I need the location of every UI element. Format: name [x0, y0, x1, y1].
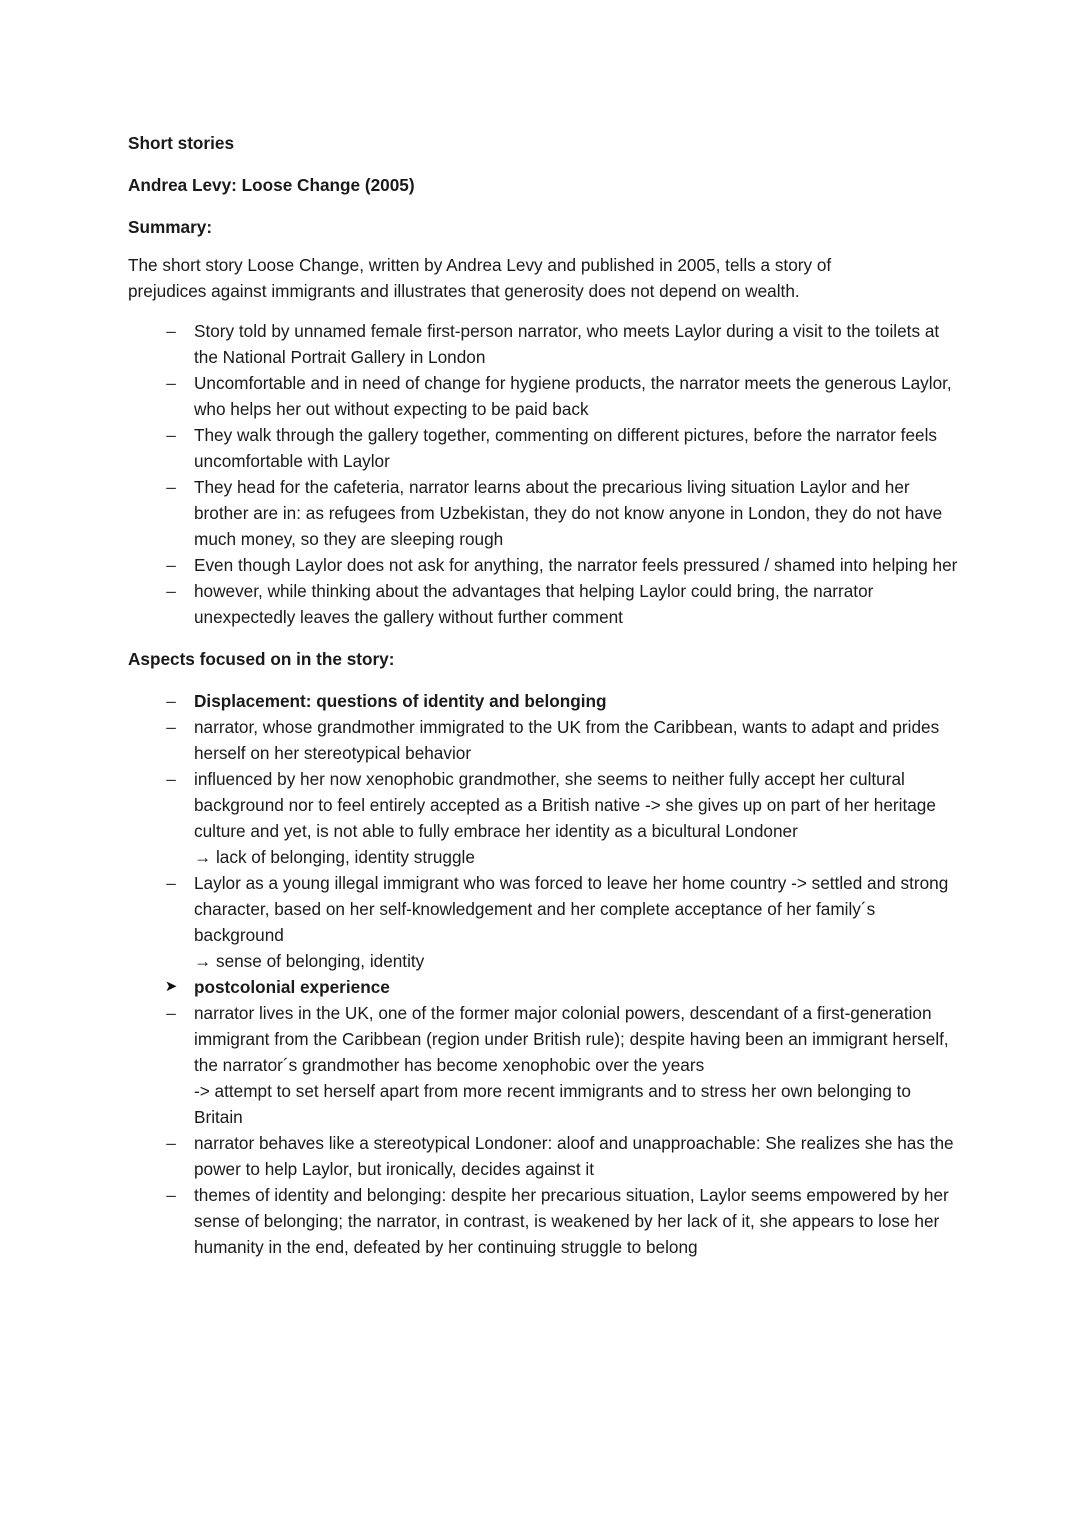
list-subitem: → lack of belonging, identity struggle: [194, 847, 475, 867]
list-item: – influenced by her now xenophobic grandmother, she seems to neither fully accept her cultural background nor to feel entirely accepted as a British native -> she gives up on part of her heritage culture and yet, is not able to fully embrace her identity as a bicultural Londoner: [128, 766, 958, 844]
arrowhead-bullet-icon: ➤: [164, 978, 178, 995]
dash-bullet: –: [166, 873, 176, 893]
summary-heading: Summary:: [128, 217, 213, 237]
list-item: – narrator lives in the UK, one of the former major colonial powers, descendant of a first-generation immigrant from the Caribbean (region under British rule); despite having been an immigrant herself, the narrator´s grandmother has become xenophobic over the years -> attempt to set herself apart from more recent immigrants and to stress her own belonging to Britain: [128, 1000, 958, 1130]
right-arrow-icon: →: [194, 951, 212, 971]
summary-list: [128, 318, 958, 630]
list-subitem: → sense of belonging, identity: [194, 951, 425, 971]
story-title: Andrea Levy: Loose Change (2005): [128, 175, 415, 195]
dash-bullet: –: [166, 373, 176, 393]
dash-bullet: –: [166, 1003, 176, 1023]
dash-bullet: –: [166, 691, 176, 711]
list-item: – narrator behaves like a stereotypical Londoner: aloof and unapproachable: She realizes she has the power to help Laylor, but ironically, decides against it: [128, 1130, 958, 1182]
list-item: [128, 974, 958, 1000]
summary-paragraph: The short story Loose Change, written by Andrea Levy and published in 2005, tells a story of prejudices against immigrants and illustrates that generosity does not depend on wealth.: [128, 255, 832, 301]
list-item: – Story told by unnamed female first-person narrator, who meets Laylor during a visit to the toilets at the National Portrait Gallery in London: [128, 318, 958, 370]
dash-bullet: –: [166, 425, 176, 445]
aspects-list: [128, 688, 958, 1260]
document-title: Short stories: [128, 133, 235, 153]
document-page: [128, 128, 958, 1260]
list-item: – however, while thinking about the advantages that helping Laylor could bring, the narrator unexpectedly leaves the gallery without further comment: [128, 578, 958, 630]
dash-bullet: –: [166, 1185, 176, 1205]
displacement-heading: Displacement: questions of identity and belonging: [194, 691, 607, 711]
dash-bullet: –: [166, 581, 176, 601]
list-item: – themes of identity and belonging: despite her precarious situation, Laylor seems empowered by her sense of belonging; the narrator, in contrast, is weakened by her lack of it, she appears to lose her humanity in the end, defeated by her continuing struggle to belong: [128, 1182, 958, 1260]
list-item: – Uncomfortable and in need of change for hygiene products, the narrator meets the generous Laylor, who helps her out without expecting to be paid back: [128, 370, 958, 422]
postcolonial-heading: postcolonial experience: [194, 977, 390, 997]
dash-bullet: –: [166, 1133, 176, 1153]
list-item: – They head for the cafeteria, narrator learns about the precarious living situation Laylor and her brother are in: as refugees from Uzbekistan, they do not know anyone in London, they do not have much money, so they are sleeping rough: [128, 474, 958, 552]
aspects-heading: Aspects focused on in the story:: [128, 649, 395, 669]
dash-bullet: –: [166, 321, 176, 341]
list-item: – narrator, whose grandmother immigrated to the UK from the Caribbean, wants to adapt and prides herself on her stereotypical behavior: [128, 714, 958, 766]
list-item: – Laylor as a young illegal immigrant who was forced to leave her home country -> settled and strong character, based on her self-knowledgement and her complete acceptance of her family´s background: [128, 870, 958, 948]
list-item: – Even though Laylor does not ask for anything, the narrator feels pressured / shamed into helping her: [128, 552, 958, 578]
dash-bullet: –: [166, 555, 176, 575]
right-arrow-icon: →: [194, 847, 212, 867]
dash-bullet: –: [166, 477, 176, 497]
list-item: [128, 688, 958, 714]
dash-bullet: –: [166, 717, 176, 737]
list-item: – They walk through the gallery together, commenting on different pictures, before the narrator feels uncomfortable with Laylor: [128, 422, 958, 474]
dash-bullet: –: [166, 769, 176, 789]
